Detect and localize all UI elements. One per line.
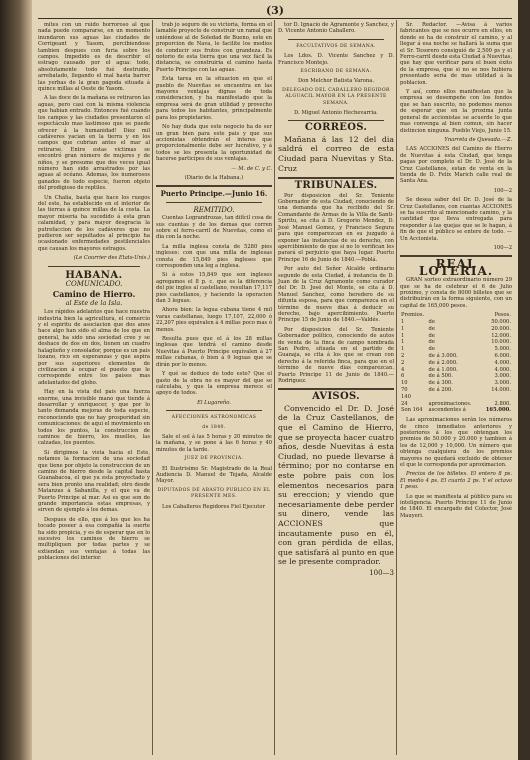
notice-number: 100—3: [369, 568, 394, 577]
table-cell: de: [428, 325, 435, 332]
table-row: [400, 387, 512, 394]
table-row: [400, 326, 512, 333]
dateline: Puerto Principe.—Junio 16.: [160, 189, 268, 199]
table-cell: 4: [401, 366, 405, 373]
table-cell: de á 200.: [428, 387, 453, 394]
paragraph: Un Chalia, basta que hace los ruegos del este, ha establecido en el interior de las tierras á quince millas de la costa. La mayor miseria ha sucedido á esta gran calamidad, y para mayor desgracia la putrefaccion de los cadáveres que no pudieron ser sepultados al principio ha ocasionado enfermedades pestilenciales que causan los mayores estragos.: [38, 194, 150, 252]
section-heading-correos: CORREOS.: [304, 122, 368, 134]
paragraph: Los Caballeros Regidores Fiel Ejecutor: [162, 503, 265, 510]
table-cell: 6.000.: [494, 353, 511, 360]
paragraph: GRAN sorteo extraordinario número 29 que se ha de celebrar el 6 de Julio proximo, y consta de 8000 billetes que se distribuirán en la forma siguiente, con un capital de 165,000 pesos.: [400, 277, 512, 309]
paragraph: Despues de ello, que á los que les ha tocado poseer á esa compañia la suerte ha sido propicia, y es de esperar que en lo sucesivo los caminos de hierro se multipliquen por todas partes y se extiendan sus ventajas á todas las poblaciones del interior.: [38, 516, 150, 562]
section-heading-avisos: AVISOS.: [312, 391, 360, 403]
table-cell: 10.000.: [491, 339, 511, 346]
table-row: [400, 380, 512, 387]
paragraph: Si á estos 15,849 que son ingleses agregamos el 8 p. c. que es la diferencia del pie ingles al castellano, resultan 17,117 pies castellanos, y haciendo la operacion dan 3 leguas.: [156, 272, 272, 305]
table-cell: 1: [401, 332, 405, 339]
table-cell: 20.000.: [491, 325, 511, 332]
table-cell: de á 1.000.: [428, 366, 458, 373]
table-row: [400, 360, 512, 367]
paragraph: mites con un ruido horroroso al que nada puede compararse, en un momento inundaron sus aguas las ciudades de Corrigeant y Yasom, percibiendose tambien despues con furia sobre los campos. Impedido es de describir el estrago causado por el agua: todo, absolutamente todo fué destruido, arrebatado, llegando el mal hasta barrer las yerbas de la gran pagoda situada á quince millas al Oeste de Yasom.: [38, 22, 150, 93]
paragraph: Si dirigimos la vista hacia el Este, notamos la formacion de una sociedad que tiene por objeto la construccion de un camino de hierro desde la capital hasta Guanabacoa, el que ya esta proyectado y sera bien pronto una realidad; otro desde Matanzas á Sabanilla, y el que va de Puerto Principe al mar. Asi es que son de grande importancia estas empresas, y sirven de ejemplo á los demas.: [38, 449, 150, 514]
column-4: [400, 22, 512, 522]
table-cell: [480, 394, 512, 401]
table-cell: de: [428, 339, 435, 346]
table-cell: 3.000.: [494, 380, 511, 387]
notice-number: 100—2: [493, 245, 512, 251]
paragraph: Los Ldos. D. Vicente Sanchez y D. Francisco Montejo.: [278, 53, 394, 66]
table-cell: 4.000.: [494, 359, 511, 366]
column-divider: [274, 20, 275, 755]
table-cell: 1: [401, 325, 405, 332]
subheading-remitido: REMITIDO.: [193, 205, 235, 214]
signature: Ynarreta de Quesada.—Z.: [444, 136, 512, 143]
section-heading-escribano: ESCRIBANO DE SEMANA.: [300, 69, 372, 75]
paragraph: LAS ACCIONES del Camino de Hierro de Nuevitas á esta Ciudad, que tenga pagas por completo el Dr. D. José de la Cruz Castellanos, estan de venta en la tienda de D. Felix Marich calle real de Santa Ana.: [400, 146, 512, 185]
section-heading-facultativos: FACULTATIVOS DE SEMANA.: [296, 43, 376, 49]
paragraph: Resulta pues que el á los 28 millas inglesas que tendrá el camino desde Nuevitas á Puerto Principe equivalen á 27 millas cubanas, ó bien á 9 leguas que se dirán por lo menos.: [156, 336, 272, 368]
table-row: [400, 367, 512, 374]
signature: — M. de C. y C.: [231, 165, 272, 172]
table-cell: de á 2.000.: [428, 359, 458, 366]
paragraph: Por disposicion del Sr. Teniente Gobernador de esta Ciudad, conociendo de una demanda que ha recibido del Sr. Comandante de Armas de la Villa de Santi-Spiritu, se cita á D. Gregorio Mendez, D. José Manuel Gomez, y Francisco Segura para que comparezcan en su juzgado á exponer las instancias de su derecho, con apercibimiento de que si no lo verifican les parará el perjuicio que haya lugar. Puerto Principe 16 de Junio de 1840.—Poblá.: [278, 192, 394, 263]
correos-notice: Mañana á las 12 del dia saldrá el correo de esta Ciudad para Nuevitas y Sta. Cruz: [278, 134, 394, 173]
paragraph: Don Melchor Batista Varona.: [298, 78, 374, 85]
section-heading-diputados: DIPUTADOS DE ABASTO PUBLICO EN EL PRESENTE MES.: [157, 487, 271, 500]
table-cell: 2: [401, 359, 405, 366]
header-rule: [38, 18, 512, 19]
table-cell: 14.000.: [491, 387, 511, 394]
table-cell: de: [428, 332, 435, 339]
table-row: [400, 339, 512, 346]
table-cell: 12.000.: [491, 332, 511, 339]
separator: [288, 39, 384, 40]
table-row: [400, 346, 512, 353]
table-row: [400, 373, 512, 380]
source-credit: (Diario de la Habana.): [184, 174, 244, 181]
paragraph: Cuentas Lograndrozas, tan difícil cosa de sus cuentas y de los demas que corren sobre el ferro-carril de Nuevitas, como el dia con la noche.: [156, 215, 272, 241]
paragraph: trab jo seguro de su victoria, forma en el lamable proyecto de construir un ramal que uniéndose al de Soledad de Bueno, este en proporcion de Nava, le facilite los medios de conducir sus frutos con grandeza. Es notorio de esta tierra que una vez fácil la distancia, se construiria el camino hasta Puerto Principe con las aguas.: [156, 22, 272, 73]
table-cell: 10: [401, 380, 408, 387]
source-credit: (Le Courrier des Etats-Unis.): [73, 255, 150, 262]
table-cell: 24: [401, 400, 408, 407]
column-divider: [152, 20, 153, 755]
table-cell: 50.000.: [491, 319, 511, 326]
table-header-row: [400, 312, 512, 319]
column-2: [156, 22, 272, 513]
table-cell: 70: [401, 387, 408, 394]
paragraph: D. Miguel Antonio Hechevarria.: [294, 110, 378, 117]
paragraph: A las doce de la mañana se retiraron las aguas, pero casi con la misma violencia que habian entrado. Entonces fué cuando los campos y las ciudades presentaron el espectáculo mas lastimoso que se puede ofrecer á la humanidad! Diez mil cadáveres yacian en la tierra y en los campos que cubrian antes el mar al retirarse. Entre estas victimas se encontró gran número de mujeres y de niños, y se presume que dos veces igual número han sido arrastrados por las aguas al océano. Ademas, los numerosos ganados de todo especie, fueron objeto del prodigioso de reptiles.: [38, 95, 150, 192]
paragraph: Por disposicion del Sr. Teniente Gobernador político, conociendo de autos de venta de la finca de campo nombrada San Pedro, situada en el partido de Guanaja, se cita á los que se crean con derecho á la referida finca, para que en el término de nueve dias comparezcan. Puerto Principe 11 de Junio de 1840.—Rodriguez.: [278, 326, 394, 385]
table-cell: 5.000.: [494, 346, 511, 353]
table-cell: 4.000.: [494, 366, 511, 373]
table-cell: 6: [401, 373, 405, 380]
section-heading-loteria: REAL LOTERIA.: [418, 257, 494, 278]
paragraph: Y qué se deduce de todo esto? Que el gasto de la obra no es mayor del que se calculaba, y que la empresa merece el apoyo de todos.: [156, 371, 272, 397]
table-cell: 1: [401, 339, 405, 346]
table-cell: 1: [401, 319, 405, 326]
table-cell: 165.000.: [485, 407, 511, 414]
separator: [278, 177, 394, 179]
table-cell: aproximaciones.: [428, 400, 472, 407]
paragraph: La milla inglesa consta de 5280 pies ingleses: con que una milla de inglesas consta de 15,849 pies ingleses que corresponden una leg a inglesa.: [156, 243, 272, 269]
section-heading-tribunales: TRIBUNALES.: [294, 180, 378, 192]
article-title: Camino de Hierro.: [52, 289, 136, 300]
paragraph: Sr. Redactor. —Avisa á varios fabricantes que se nos ocurre en ellos, en donde se ha de construir el camino, y al llegar á esa noche se hallará la suma que el Sr. Tesorero consiguió de 2,500 ps y el Ferro-carril desde esta Ciudad á Nuevitas, que hay que verificar para el buen éxito de la empresa, que si no se nos hubiera presentado seria de mas utilidad á la poblacion.: [400, 22, 512, 86]
table-cell: de á 500.: [428, 373, 453, 380]
newspaper-page: [32, 0, 518, 760]
paragraph: Las aproximaciones serán los números de cinco inmediatos anteriores y posteriores á los que obtengan los premios de 50.000 y 20.000 y tambien á los de 12,000 y 10,000. Un número que obtenga cualquiera de los premios mayores no quedará excluido de obtener el que le corresponda por aproximacion.: [400, 417, 512, 469]
table-cell: [428, 394, 481, 401]
table-row: [400, 394, 512, 401]
separator: [166, 202, 262, 203]
paragraph: Se desea saber del Dr. D. José de la Cruz Castellanos, con cuantas ACCIONES se ha suscrito al mencionado camino, y la cantidad que lleva entregada para responder á las quejas que se le hagan, á fin de que el público se entere de todo. — Un Accionista.: [400, 197, 512, 242]
table-cell: 140: [401, 393, 411, 400]
separator: [166, 410, 262, 411]
table-cell: 2: [401, 353, 405, 360]
table-cell: de: [428, 346, 435, 353]
paragraph: Los rápidos adelantos que hace nuestra industria bien la agricultura, el comercio y el espiritu de asociacion que dos anos hace algo han sido el alma de los que en general, ha sido una sociedad cree y se deshace de dos en dos, tienen un cuadro halagüeño y consolador, porque es un pais lozano, rico en esperanzas y que aspira por sus superiores elementos de civilizacion á ocupar el puesto que le corresponde entre los paises mas adelantados del globo.: [38, 309, 150, 386]
table-cell: Son 164: [401, 407, 423, 414]
article-subtitle: al Este de la Isla.: [65, 298, 123, 307]
separator: [48, 266, 140, 267]
table-cell: 1: [401, 346, 405, 353]
section-heading-delegado: DELEGADO DEL CABALLERO REGIDOR ALGUACIL MAYOR EN LA PRESENTE SEMANA.: [282, 87, 390, 106]
table-cell: de á 300.: [428, 380, 453, 387]
section-heading-astro: AFECCIONES ASTRONOMICAS: [171, 415, 257, 421]
notice-number: 100—2: [493, 187, 512, 194]
page-number: (3): [265, 4, 285, 17]
book-gutter: [0, 0, 32, 760]
paragraph: Y así, como ellos manifiestan que la empresa se desempeñe con los fondos que se han suscrito, no podemos menos de esperar que en la proxima junta general de accionistas se acuerde lo que mas convenga al bien comun, sin hacer distincion ninguna. Pueblo Viejo, Junio 15.: [400, 89, 512, 134]
column-1: [38, 22, 150, 565]
paragraph: Sale el sol á las 5 horas y 20 minutos de la mañana, y se pone á las 6 horas y 40 minutos de la tarde.: [156, 433, 272, 453]
column-divider: [396, 20, 397, 755]
paragraph: Ahora bien: la legua cubana tiene 4 mil varas castellanas, luego 17,107, 22,000 ó 22,207 pies equivalen á 4 millas poco mas ó menos.: [156, 307, 272, 333]
table-cell: de: [428, 319, 435, 326]
table-header: Pesos.: [494, 312, 511, 319]
separator: [156, 185, 272, 187]
table-total-row: [400, 407, 512, 414]
prize-table: [400, 312, 512, 414]
separator: [288, 120, 384, 121]
table-cell: 3.000.: [494, 373, 511, 380]
paragraph: El Ilustrisimo Sr. Magistrado de la Real Audiencia D. Manuel de Tejada, Alcalde Mayor.: [156, 465, 272, 485]
table-header: Premios.: [401, 312, 425, 319]
notice-paragraph: Convencido el Dr. D. José de la Cruz Castellanos, de que el Camino de Hierro, que se proyecta hacer cuatro años, desde Nuevitas á esta Ciudad, no puede llevarse á término; por no contarse en este pobre pais con los elementos necesarios para su ereccion; y viendo que necesariamente debe perder su dinero, vende las ACCIONES que incautamente puso en él, con gran pérdida de ellas, que satisfará al punto en que se le presente comprador.: [278, 403, 394, 567]
table-row: [400, 353, 512, 360]
paragraph: Esta tarea en la situacion en que el pueblo de Nuevitas se encuentra en las mayores ventajas dignas de toda consideracion, y ha manifestado que la empresa será de gran utilidad y provecho para todos los habitantes, principalmente para los propietarios.: [156, 76, 272, 121]
paragraph: Precios de los billetes. El entero 8 ps. El medio 4 ps. El cuarto 2 ps. Y el octavo 1 peso.: [400, 471, 512, 491]
subheading-comunicado: COMUNICADO.: [65, 280, 123, 289]
table-row: [400, 319, 512, 326]
table-cell: 2.800.: [494, 400, 511, 407]
column-3: [278, 22, 394, 579]
table-row: [400, 333, 512, 340]
paragraph: Hay en la vista del pais una fuerza enorme, una invisible mano que tiende á desarrollar y enriquecer, y que por lo tanto demanda mejoras de toda especie, reconociendo que no hay prosperidad sin comunicaciones: de aqui el movimiento en todos los puntos, la construccion de caminos de hierro, los muelles, las calzadas, los puentes.: [38, 389, 150, 447]
paragraph: No hay duda que este negocio ha de ser un gran bien para este pais y que sus accionistas obtendrán el interes que proporcionalmente debe ser lucrativo, y á todos se les presenta la oportunidad de hacerse participes de sus ventajas.: [156, 124, 272, 163]
section-year: de 1840.: [202, 424, 226, 430]
paragraph: tor D. Ignacio de Agramonte y Sanchez, y D. Vicente Antonio Caballero.: [278, 22, 394, 35]
separator: [278, 388, 394, 390]
section-heading-juez: JUEZ DE PROVINCIA.: [184, 456, 244, 462]
table-cell: ascendentes á: [428, 407, 466, 414]
section-heading-habana: HABANA.: [65, 269, 123, 281]
table-cell: de á 3.000.: [428, 353, 458, 360]
paragraph: Lo que se manifiesta al público para su inteligencia. Puerto Principe 11 de Junio de 1840. El encargado del Colector, José Mauyeri.: [400, 493, 512, 519]
signature: El Lugareño.: [197, 399, 231, 406]
paragraph: Por auto del Señor Alcalde ordinario segundo de esta Ciudad, á instancia de D. Juan de la Cruz Agramonte como curador del Dr. D. José del Monte, se cita á D. Manuel Sanchez, como heredero de su difunta esposa, para que comparezca en el término de nueve dias á deducir su derecho, bajo apercibimiento. Puerto Principe 15 de Junio de 1840.—Valdés.: [278, 266, 394, 324]
